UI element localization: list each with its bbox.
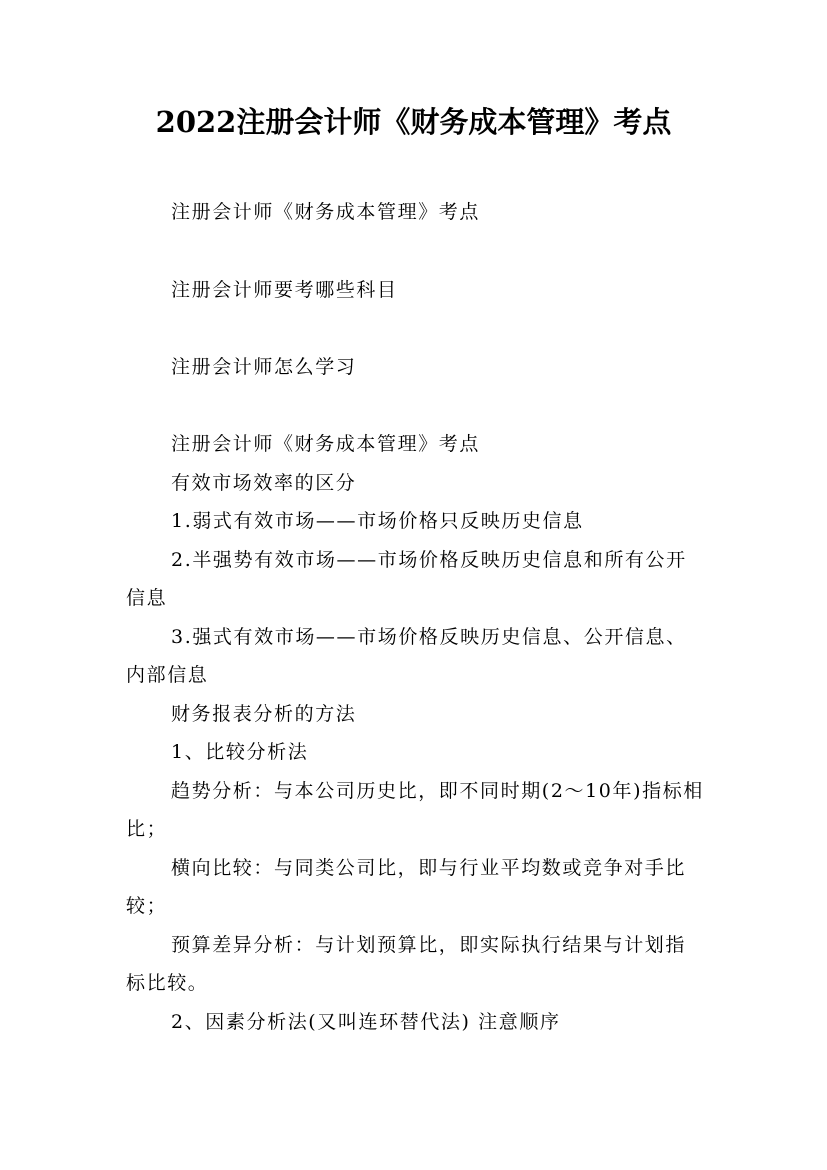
paragraph: 3.强式有效市场——市场价格反映历史信息、公开信息、内部信息 xyxy=(126,625,687,686)
paragraph: 2.半强势有效市场——市场价格反映历史信息和所有公开信息 xyxy=(126,548,687,609)
page-title: 2022注册会计师《财务成本管理》考点 xyxy=(155,105,672,139)
paragraph: 1、比较分析法 xyxy=(171,741,309,763)
paragraph: 2、因素分析法(又叫连环替代法) 注意顺序 xyxy=(171,1010,561,1033)
paragraph: 趋势分析：与本公司历史比，即不同时期(2～10年)指标相比； xyxy=(126,779,704,840)
paragraph: 预算差异分析：与计划预算比，即实际执行结果与计划指标比较。 xyxy=(126,933,687,994)
toc-item: 注册会计师要考哪些科目 xyxy=(171,279,398,301)
paragraph: 财务报表分析的方法 xyxy=(171,702,357,725)
paragraph: 1.弱式有效市场——市场价格只反映历史信息 xyxy=(171,510,584,532)
paragraph: 有效市场效率的区分 xyxy=(171,471,357,494)
toc-item: 注册会计师怎么学习 xyxy=(171,356,357,378)
paragraph: 横向比较：与同类公司比，即与行业平均数或竞争对手比较； xyxy=(126,856,687,917)
section-heading: 注册会计师《财务成本管理》考点 xyxy=(171,433,481,455)
document-body xyxy=(126,425,706,1041)
toc-item: 注册会计师《财务成本管理》考点 xyxy=(171,201,481,223)
